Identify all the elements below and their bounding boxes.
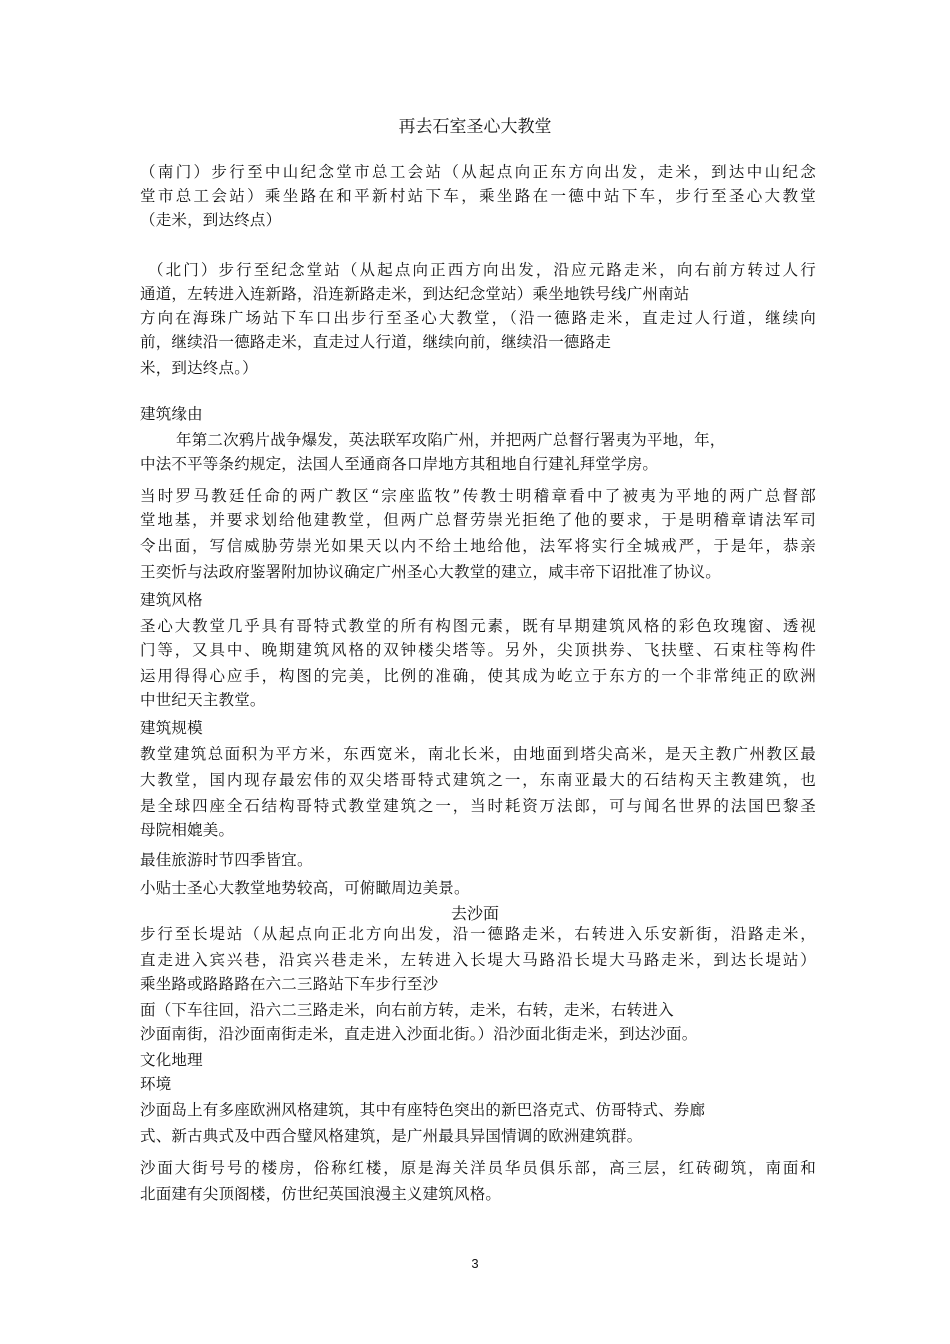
north-gate-line-2: 通道，左转进入连新路，沿连新路走米，到达纪念堂站）乘坐地铁号线广州南站 bbox=[140, 285, 690, 303]
scale-line-4: 母院相媲美。 bbox=[140, 821, 235, 839]
north-gate-line-1: （北门）步行至纪念堂站（从起点向正西方向出发，沿应元路走米，向右前方转过人行 bbox=[148, 261, 816, 279]
red-building-line-1: 沙面大街号号的楼房，俗称红楼，原是海关洋员华员俱乐部，高三层，红砖砌筑，南面和 bbox=[140, 1159, 816, 1177]
south-gate-line-1: （南门）步行至中山纪念堂市总工会站（从起点向正东方向出发，走米，到达中山纪念 bbox=[140, 163, 816, 181]
scale-line-1: 教堂建筑总面积为平方米，东西宽米，南北长米，由地面到塔尖高米，是天主教广州教区最 bbox=[140, 745, 816, 763]
shamian-route-line-2: 直走进入宾兴巷，沿宾兴巷走米，左转进入长堤大马路沿长堤大马路走米，到达长堤站） bbox=[140, 951, 816, 969]
origin-p2-line-4: 王奕忻与法政府鉴署附加协议确定广州圣心大教堂的建立，咸丰帝下诏批准了协议。 bbox=[140, 563, 721, 581]
origin-p2-line-1: 当时罗马教廷任命的两广教区“宗座监牧”传教士明稽章看中了被夷为平地的两广总督部 bbox=[140, 487, 816, 505]
page-title: 再去石室圣心大教堂 bbox=[398, 117, 552, 137]
origin-p2-line-2: 堂地基，并要求划给他建教堂，但两广总督劳崇光拒绝了他的要求，于是明稽章请法军司 bbox=[140, 511, 816, 529]
style-heading: 建筑风格 bbox=[140, 591, 203, 609]
south-gate-line-3: （走米，到达终点） bbox=[140, 211, 282, 229]
environment-line-1: 沙面岛上有多座欧洲风格建筑，其中有座特色突出的新巴洛克式、仿哥特式、券廊 bbox=[140, 1101, 706, 1119]
origin-p2-line-3: 令出面，写信威胁劳崇光如果天以内不给土地给他，法军将实行全城戒严，于是年，恭亲 bbox=[140, 537, 816, 555]
scale-line-3: 是全球四座全石结构哥特式教堂建筑之一，当时耗资万法郎，可与闻名世界的法国巴黎圣 bbox=[140, 797, 816, 815]
shamian-route-line-4: 面（下车往回，沿六二三路走米，向右前方转，走米，右转，走米，右转进入 bbox=[140, 1001, 674, 1019]
shamian-route-line-1: 步行至长堤站（从起点向正北方向出发，沿一德路走米，右转进入乐安新街，沿路走米， bbox=[140, 925, 816, 943]
shamian-route-line-3: 乘坐路或路路路在六二三路站下车步行至沙 bbox=[140, 975, 439, 993]
environment-heading: 环境 bbox=[140, 1075, 172, 1093]
page-number: 3 bbox=[471, 1256, 479, 1271]
north-gate-line-5: 米，到达终点。） bbox=[140, 359, 258, 377]
style-line-1: 圣心大教堂几乎具有哥特式教堂的所有构图元素，既有早期建筑风格的彩色玫瑰窗、透视 bbox=[140, 617, 816, 635]
origin-heading: 建筑缘由 bbox=[140, 405, 203, 423]
red-building-line-2: 北面建有尖顶阁楼，仿世纪英国浪漫主义建筑风格。 bbox=[140, 1185, 502, 1203]
style-line-2: 门等，又具中、晚期建筑风格的双钟楼尖塔等。另外，尖顶拱券、飞扶壁、石束柱等构件 bbox=[140, 641, 816, 659]
north-gate-line-4: 前，继续沿一德路走米，直走过人行道，继续向前，继续沿一德路走 bbox=[140, 333, 612, 351]
south-gate-line-2: 堂市总工会站）乘坐路在和平新村站下车，乘坐路在一德中站下车，步行至圣心大教堂 bbox=[140, 187, 816, 205]
best-time: 最佳旅游时节四季皆宜。 bbox=[140, 851, 313, 869]
scale-line-2: 大教堂，国内现存最宏伟的双尖塔哥特式建筑之一，东南亚最大的石结构天主教建筑，也 bbox=[140, 771, 816, 789]
culture-heading: 文化地理 bbox=[140, 1051, 203, 1069]
style-line-4: 中世纪天主教堂。 bbox=[140, 691, 266, 709]
environment-line-2: 式、新古典式及中西合璧风格建筑，是广州最具异国情调的欧洲建筑群。 bbox=[140, 1127, 643, 1145]
scale-heading: 建筑规模 bbox=[140, 719, 203, 737]
style-line-3: 运用得得心应手，构图的完美，比例的准确，使其成为屹立于东方的一个非常纯正的欧洲 bbox=[140, 667, 816, 685]
origin-p1-line-2: 中法不平等条约规定，法国人至通商各口岸地方其租地自行建礼拜堂学房。 bbox=[140, 455, 659, 473]
shamian-route-line-5: 沙面南街，沿沙面南街走米，直走进入沙面北街。）沿沙面北街走米，到达沙面。 bbox=[140, 1025, 698, 1043]
origin-p1-line-1: 年第二次鸦片战争爆发，英法联军攻陷广州，并把两广总督行署夷为平地，年， bbox=[176, 431, 726, 449]
tip: 小贴士圣心大教堂地势较高，可俯瞰周边美景。 bbox=[140, 879, 470, 897]
shamian-heading: 去沙面 bbox=[450, 904, 499, 923]
north-gate-line-3: 方向在海珠广场站下车口出步行至圣心大教堂，（沿一德路走米，直走过人行道，继续向 bbox=[140, 309, 816, 327]
